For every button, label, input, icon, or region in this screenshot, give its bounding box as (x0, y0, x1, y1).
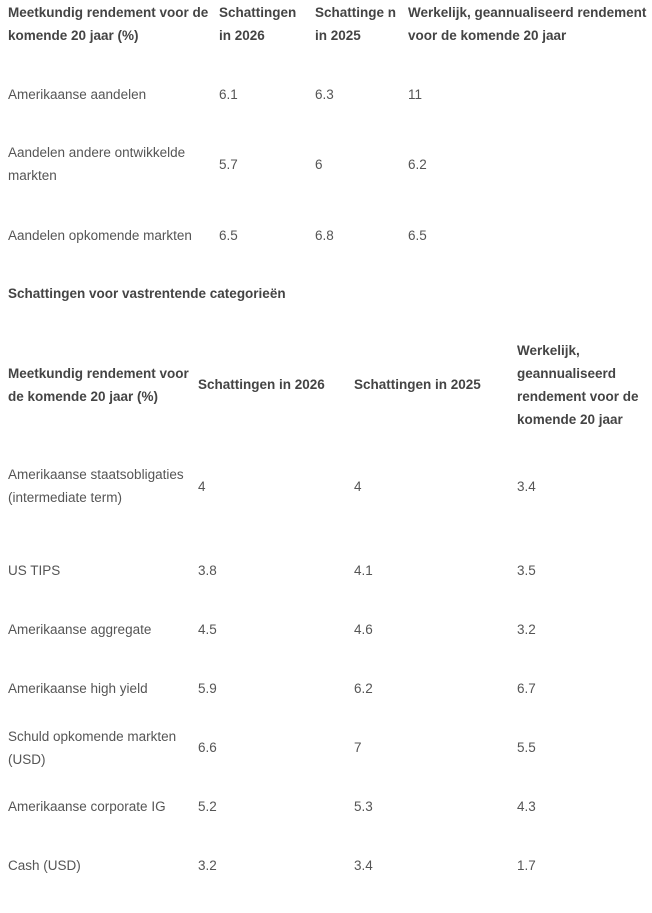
row-actual-return: 1.7 (517, 858, 536, 873)
row-actual-return: 3.5 (517, 563, 536, 578)
equity-returns-table (0, 1, 652, 283)
row-actual-return: 3.2 (517, 622, 536, 637)
header-estimate-2025: Schattingen in 2025 (354, 377, 481, 392)
row-actual-return: 6.5 (408, 227, 427, 243)
row-actual-return: 3.4 (517, 478, 536, 494)
row-category: Amerikaanse high yield (8, 681, 148, 696)
table-row (0, 659, 652, 718)
header-actual-return: Werkelijk, geannualiseerd rendement voor de komende 20 jaar (517, 342, 639, 427)
row-category: Cash (USD) (8, 858, 81, 873)
row-estimate-2026: 3.8 (198, 563, 217, 578)
row-category: US TIPS (8, 563, 61, 578)
row-estimate-2026: 3.2 (198, 858, 217, 873)
row-estimate-2025: 6.2 (354, 681, 373, 696)
row-actual-return: 4.3 (517, 799, 536, 814)
fixed-income-returns-table (0, 338, 652, 895)
row-estimate-2026: 5.9 (198, 681, 217, 696)
row-actual-return: 6.2 (408, 156, 427, 172)
row-estimate-2025: 6.3 (315, 86, 334, 102)
header-actual-return: Werkelijk, geannualiseerd rendement voor de komende 20 jaar (408, 5, 647, 43)
section-title: Schattingen voor vastrentende categorieën (8, 286, 286, 301)
table-header-row (0, 1, 652, 47)
table-row (0, 836, 652, 895)
row-actual-return: 6.7 (517, 681, 536, 696)
row-estimate-2025: 6 (315, 156, 323, 172)
row-estimate-2025: 6.8 (315, 227, 334, 243)
header-category: Meetkundig rendement voor de komende 20 jaar (%) (8, 5, 209, 43)
row-estimate-2026: 6.5 (219, 227, 238, 243)
table-row (0, 187, 652, 283)
row-estimate-2025: 3.4 (354, 858, 373, 873)
table-row (0, 718, 652, 777)
row-actual-return: 11 (408, 86, 423, 102)
row-estimate-2026: 6.6 (198, 740, 217, 755)
row-estimate-2026: 4 (198, 478, 206, 494)
table-header-row (0, 338, 652, 431)
row-estimate-2026: 6.1 (219, 86, 238, 102)
row-category: Amerikaanse aandelen (8, 86, 147, 102)
header-estimate-2026: Schattingen in 2026 (198, 377, 325, 392)
row-category: Aandelen opkomende markten (8, 227, 192, 243)
table-row (0, 431, 652, 541)
table-row (0, 47, 652, 141)
row-category: Schuld opkomende markten (USD) (8, 728, 177, 767)
row-category: Aandelen andere ontwikkelde markten (8, 145, 186, 183)
row-estimate-2026: 5.7 (219, 156, 238, 172)
header-estimate-2025: Schattinge n in 2025 (315, 5, 397, 43)
header-estimate-2026: Schattingen in 2026 (219, 5, 297, 43)
row-estimate-2025: 7 (354, 740, 362, 755)
row-estimate-2025: 4.6 (354, 622, 373, 637)
row-actual-return: 5.5 (517, 740, 536, 755)
table-row (0, 141, 652, 187)
header-category: Meetkundig rendement voor de komende 20 jaar (%) (8, 365, 189, 404)
row-estimate-2025: 4 (354, 478, 362, 494)
row-estimate-2026: 5.2 (198, 799, 217, 814)
row-category: Amerikaanse staatsobligaties (intermediate term) (8, 467, 184, 505)
table-row (0, 541, 652, 600)
row-estimate-2026: 4.5 (198, 622, 217, 637)
row-estimate-2025: 4.1 (354, 563, 373, 578)
table-row (0, 777, 652, 836)
row-estimate-2025: 5.3 (354, 799, 373, 814)
row-category: Amerikaanse corporate IG (8, 799, 166, 814)
row-category: Amerikaanse aggregate (8, 622, 152, 637)
table-row (0, 600, 652, 659)
